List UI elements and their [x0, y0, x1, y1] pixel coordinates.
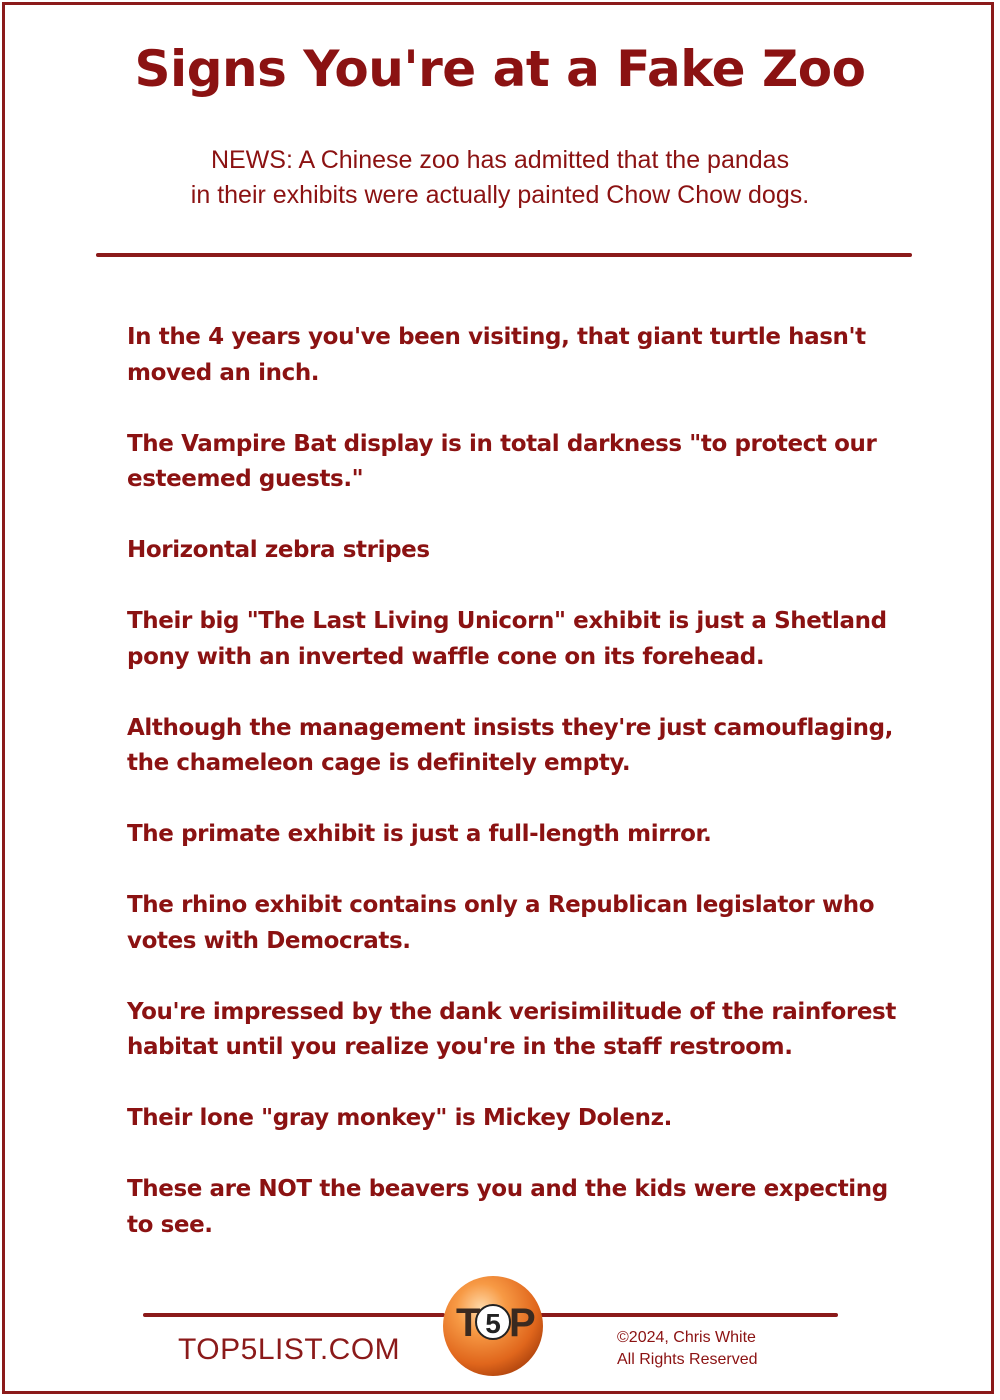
- signs-list: [127, 320, 917, 1279]
- page-title: Signs You're at a Fake Zoo: [134, 40, 866, 98]
- copyright-line-2: All Rights Reserved: [617, 1351, 758, 1368]
- list-item: In the 4 years you've been visiting, that giant turtle hasn't moved an inch.: [127, 324, 866, 386]
- header-divider: [96, 253, 912, 257]
- list-item: The rhino exhibit contains only a Republican legislator who votes with Democrats.: [127, 892, 875, 954]
- logo-letter-t: T: [456, 1301, 481, 1345]
- list-item: Their lone "gray monkey" is Mickey Dolenz.: [127, 1105, 672, 1131]
- list-item: These are NOT the beavers you and the kids were expecting to see.: [127, 1176, 888, 1238]
- news-line-2: in their exhibits were actually painted Chow Chow dogs.: [190, 181, 810, 209]
- list-item: You're impressed by the dank verisimilitude of the rainforest habitat until you realize you're in the staff restroom.: [127, 998, 896, 1060]
- list-item: The Vampire Bat display is in total darkness "to protect our esteemed guests.": [127, 430, 877, 492]
- list-item: The primate exhibit is just a full-length mirror.: [127, 821, 712, 847]
- news-blurb: [0, 143, 1000, 213]
- copyright-notice: [617, 1327, 758, 1371]
- copyright-line-1: ©2024, Chris White: [617, 1329, 756, 1346]
- logo-number: 5: [485, 1308, 501, 1339]
- list-item: Horizontal zebra stripes: [127, 537, 430, 563]
- list-item: Their big "The Last Living Unicorn" exhibit is just a Shetland pony with an inverted waffle cone on its forehead.: [127, 608, 887, 670]
- top5-logo-icon: [441, 1274, 545, 1378]
- site-name: TOP5LIST.COM: [178, 1333, 401, 1366]
- footer-divider-left: [143, 1313, 445, 1317]
- news-line-1: NEWS: A Chinese zoo has admitted that the pandas: [210, 146, 790, 174]
- list-item: Although the management insists they're just camouflaging, the chameleon cage is definitely empty.: [127, 714, 893, 776]
- footer-divider-right: [540, 1313, 838, 1317]
- logo-letter-p: P: [509, 1301, 536, 1345]
